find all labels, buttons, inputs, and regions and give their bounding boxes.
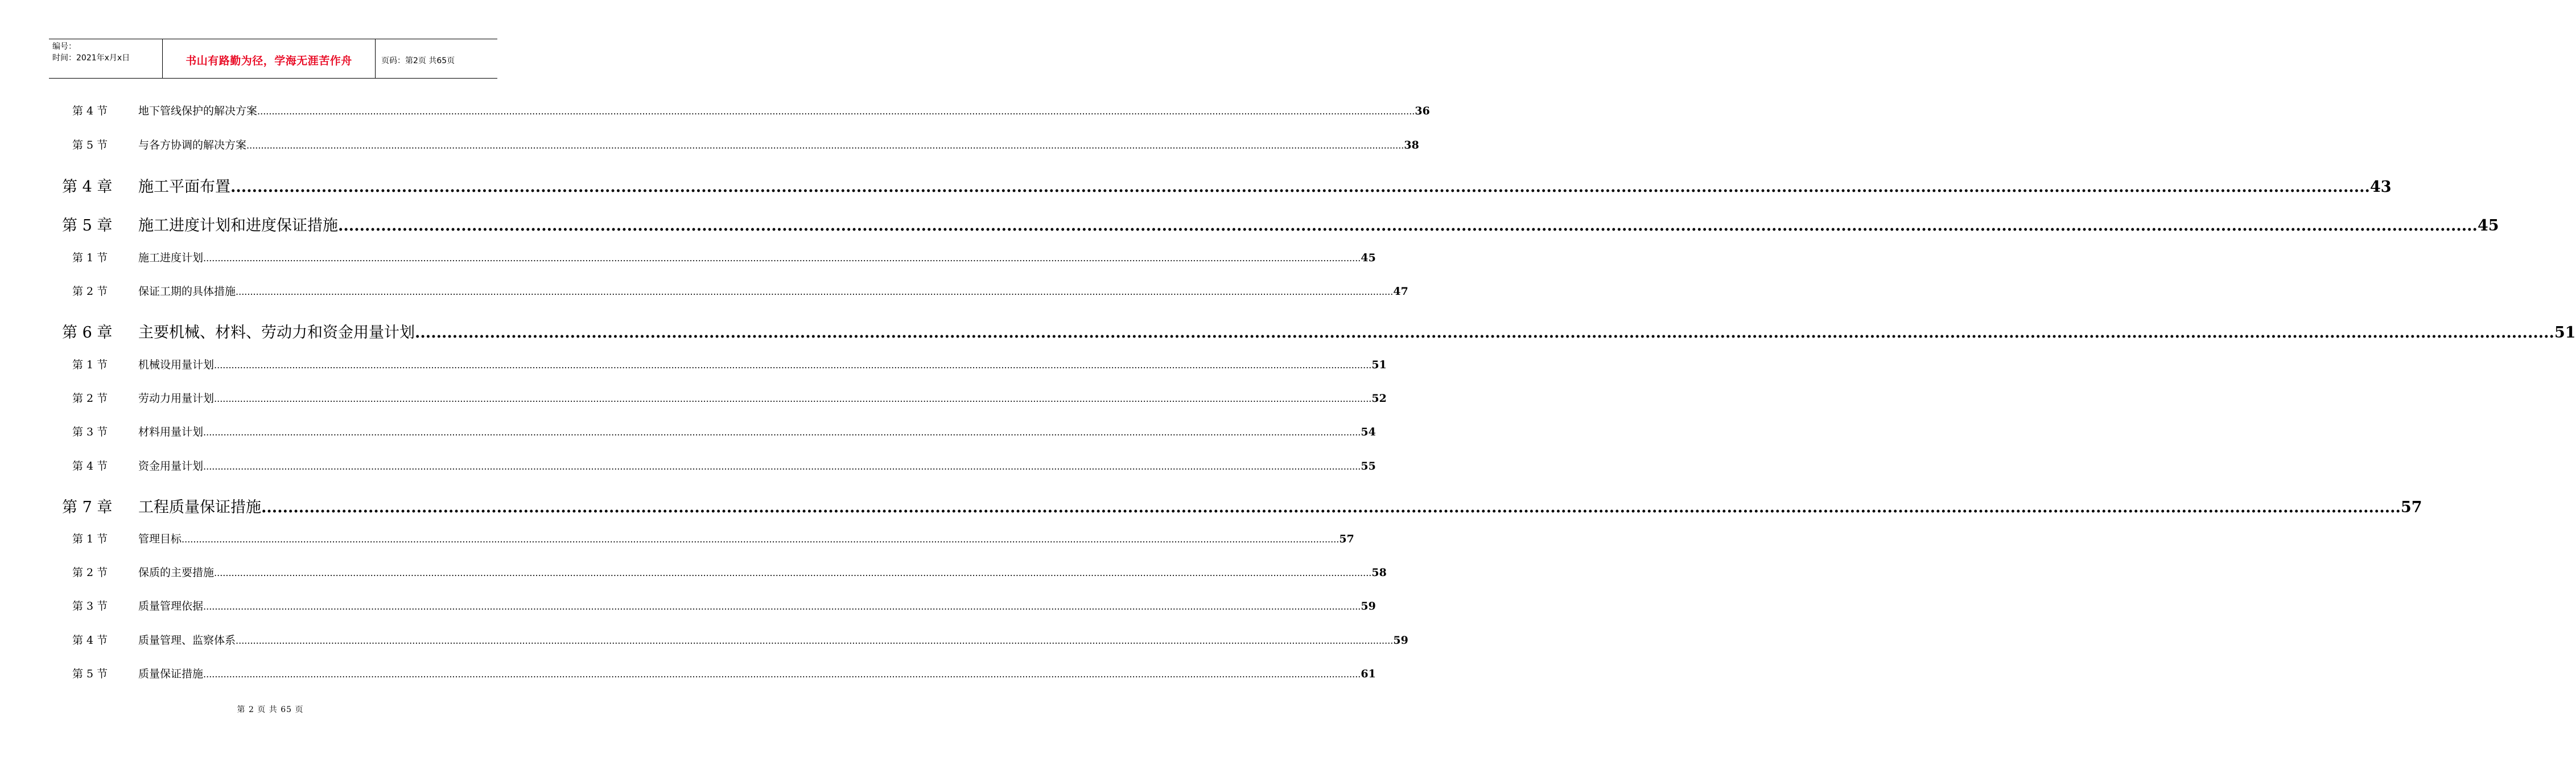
toc-leader-dots: ................................................................................................................................................................................................................................................................................................................................................................................................................ — [236, 635, 1394, 646]
toc-entry-title-line — [138, 632, 1408, 647]
toc-entry-number: 第 1 节 — [72, 359, 108, 371]
toc-entry-page: 52 — [1371, 392, 1387, 405]
toc-entry-title: 材料用量计划 — [138, 426, 204, 438]
toc-entry-page: 43 — [2369, 178, 2392, 196]
toc-entry-number: 第 2 节 — [72, 566, 108, 579]
toc-entry-page: 36 — [1415, 105, 1430, 117]
toc-entry-page: 38 — [1404, 139, 1419, 151]
page-footer: 第 2 页 共 65 页 — [237, 705, 304, 714]
toc-leader-dots: ................................................................................................................................................................................................................................................................................................................................................................................................................ — [257, 106, 1415, 117]
toc-entry-title-line — [138, 458, 1376, 473]
toc-entry-title: 质量管理、监察体系 — [138, 634, 236, 647]
toc-entry-page: 51 — [2554, 324, 2576, 342]
toc-entry-title: 与各方协调的解决方案 — [138, 139, 247, 151]
toc-entry-number: 第 1 节 — [72, 533, 108, 545]
toc-entry-page: 57 — [1339, 533, 1354, 545]
toc-entry-title: 施工进度计划 — [138, 252, 204, 264]
toc-entry-title-line — [138, 390, 1387, 405]
toc-entry-number: 第 5 章 — [62, 217, 113, 235]
toc-leader-dots: ................................................................................................................................................................................................................................................................................................................................................................................................................ — [230, 178, 2370, 196]
toc-entry-number: 第 4 章 — [62, 178, 113, 196]
toc-entry-title-line — [138, 665, 1376, 681]
toc-leader-dots: ................................................................................................................................................................................................................................................................................................................................................................................................................ — [338, 217, 2478, 235]
toc-entry-page: 58 — [1371, 566, 1387, 579]
toc-entry-title-line — [138, 320, 2576, 342]
toc-entry-title-line — [138, 598, 1376, 613]
toc-leader-dots: ................................................................................................................................................................................................................................................................................................................................................................................................................ — [203, 427, 1361, 438]
toc-entry-page: 61 — [1361, 668, 1376, 680]
toc-entry-number: 第 3 节 — [72, 600, 108, 612]
toc-leader-dots: ................................................................................................................................................................................................................................................................................................................................................................................................................ — [415, 324, 2554, 342]
toc-leader-dots: ................................................................................................................................................................................................................................................................................................................................................................................................................ — [203, 253, 1361, 264]
toc-entry-title: 施工进度计划和进度保证措施 — [138, 217, 338, 235]
header-motto: 书山有路勤为径，学海无涯苦作舟 — [186, 54, 352, 67]
toc-entry-title-line — [138, 423, 1376, 439]
toc-entry-number: 第 5 节 — [72, 668, 108, 680]
toc-entry-title-line — [138, 137, 1419, 152]
toc-entry-number: 第 4 节 — [72, 460, 108, 472]
toc-leader-dots: ................................................................................................................................................................................................................................................................................................................................................................................................................ — [246, 140, 1404, 151]
toc-entry-page: 59 — [1361, 600, 1376, 612]
toc-leader-dots: ................................................................................................................................................................................................................................................................................................................................................................................................................ — [214, 567, 1372, 578]
toc-leader-dots: ................................................................................................................................................................................................................................................................................................................................................................................................................ — [261, 499, 2401, 516]
toc-entry-page: 45 — [1361, 252, 1376, 264]
toc-leader-dots: ................................................................................................................................................................................................................................................................................................................................................................................................................ — [214, 393, 1372, 404]
toc-entry-title-line — [138, 249, 1376, 265]
toc-entry-title: 劳动力用量计划 — [138, 392, 215, 405]
toc-entry-title-line — [138, 174, 2392, 196]
header-page-info: 页码：第2页 共65页 — [381, 56, 455, 65]
toc-entry-title-line — [138, 102, 1430, 118]
toc-entry-page: 45 — [2477, 217, 2499, 235]
toc-entry-page: 47 — [1393, 285, 1408, 298]
header-time-label: 时间：2021年x月x日 — [52, 54, 130, 63]
toc-entry-title-line — [138, 564, 1387, 579]
toc-leader-dots: ................................................................................................................................................................................................................................................................................................................................................................................................................ — [203, 601, 1361, 612]
toc-entry-number: 第 6 章 — [62, 324, 113, 342]
toc-entry-title: 主要机械、材料、劳动力和资金用量计划 — [138, 324, 415, 342]
toc-entry-title: 机械设用量计划 — [138, 359, 215, 371]
toc-entry-page: 55 — [1361, 460, 1376, 472]
toc-entry-page: 59 — [1393, 634, 1408, 647]
toc-entry-page: 54 — [1361, 426, 1376, 438]
toc-entry-page: 57 — [2400, 499, 2422, 516]
toc-entry-number: 第 4 节 — [72, 105, 108, 117]
toc-entry-title-line — [138, 213, 2499, 235]
toc-entry-number: 第 3 节 — [72, 426, 108, 438]
toc-entry-page: 51 — [1371, 359, 1387, 371]
toc-entry-title-line — [138, 356, 1387, 372]
toc-leader-dots: ................................................................................................................................................................................................................................................................................................................................................................................................................ — [203, 461, 1361, 472]
toc-entry-title: 质量管理依据 — [138, 600, 204, 612]
toc-entry-title: 管理目标 — [138, 533, 182, 545]
toc-entry-title-line — [138, 495, 2422, 517]
toc-entry-title: 质量保证措施 — [138, 668, 204, 680]
toc-entry-number: 第 2 节 — [72, 392, 108, 405]
toc-entry-number: 第 7 章 — [62, 499, 113, 516]
toc-entry-number: 第 5 节 — [72, 139, 108, 151]
toc-entry-title: 工程质量保证措施 — [138, 499, 261, 516]
toc-entry-title: 保证工期的具体措施 — [138, 285, 236, 298]
toc-leader-dots: ................................................................................................................................................................................................................................................................................................................................................................................................................ — [214, 360, 1372, 371]
toc-leader-dots: ................................................................................................................................................................................................................................................................................................................................................................................................................ — [236, 286, 1394, 297]
toc-entry-title: 保质的主要措施 — [138, 566, 215, 579]
toc-leader-dots: ................................................................................................................................................................................................................................................................................................................................................................................................................ — [182, 534, 1339, 545]
toc-entry-title-line — [138, 283, 1408, 298]
toc-entry-number: 第 4 节 — [72, 634, 108, 647]
toc-entry-title: 施工平面布置 — [138, 178, 230, 196]
toc-entry-title: 资金用量计划 — [138, 460, 204, 472]
toc-leader-dots: ................................................................................................................................................................................................................................................................................................................................................................................................................ — [203, 669, 1361, 680]
header-code-label: 编号： — [52, 42, 76, 51]
toc-entry-number: 第 2 节 — [72, 285, 108, 298]
toc-entry-number: 第 1 节 — [72, 252, 108, 264]
toc-entry-title-line — [138, 530, 1354, 546]
toc-entry-title: 地下管线保护的解决方案 — [138, 105, 258, 117]
